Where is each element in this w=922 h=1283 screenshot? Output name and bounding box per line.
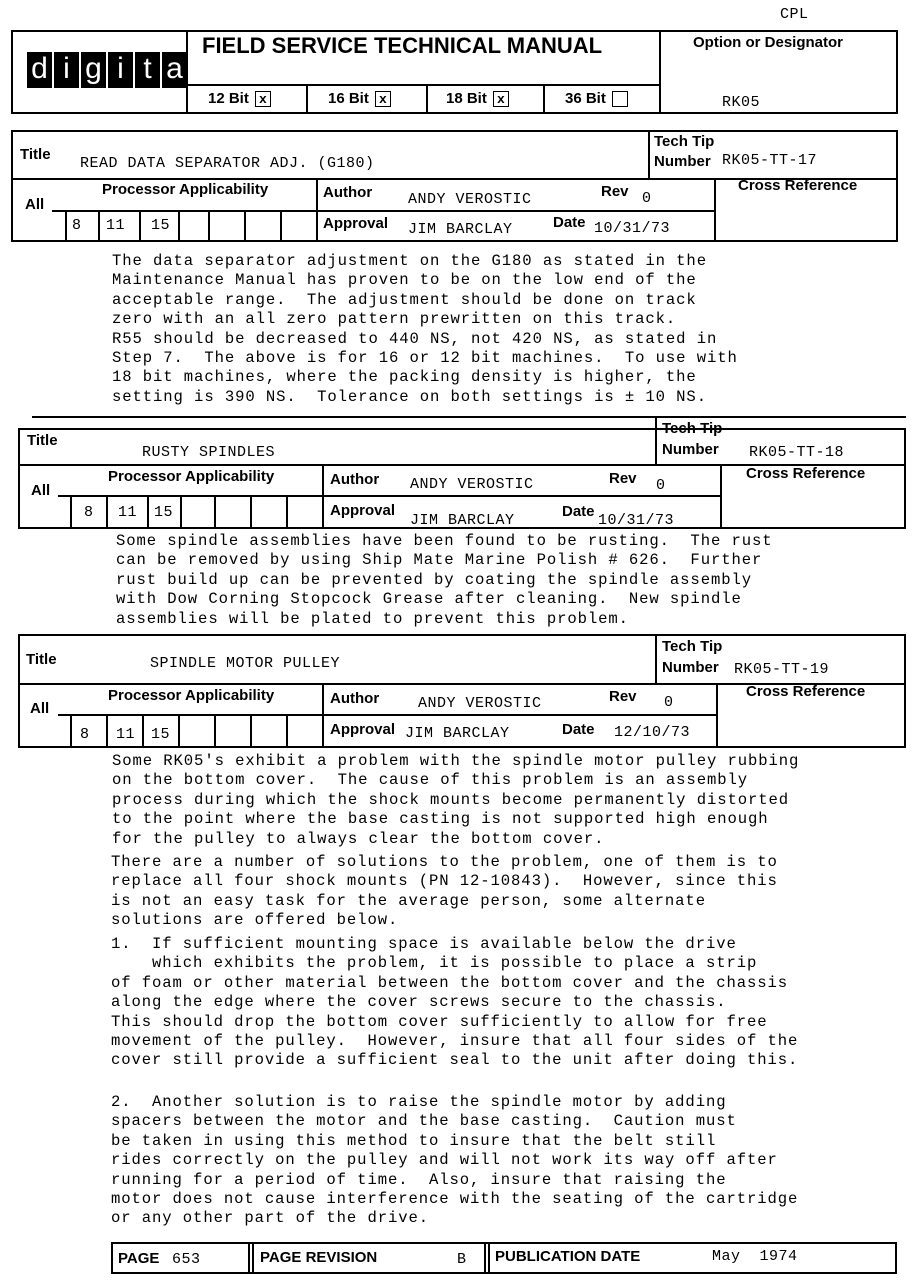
approval-label: Approval — [323, 215, 389, 232]
author-value: ANDY VEROSTIC — [410, 476, 534, 493]
rev-value: 0 — [664, 694, 674, 711]
approval-value: JIM BARCLAY — [410, 512, 515, 529]
cross-reference-label: Cross Reference — [746, 465, 866, 482]
author-label: Author — [330, 690, 380, 707]
tip-title: RUSTY SPINDLES — [142, 444, 276, 461]
all-label: All — [30, 700, 50, 717]
rev-label: Rev — [601, 183, 629, 200]
tip-body: Some spindle assemblies have been found to be rusting. The rust can be removed by using Ship Mate Marine Polish # 626. Further rust build up can be prevented by coating the spindle assembly with Dow Corning Stopcock Grease after cleaning. New spindle assemblies will be plated to prevent this problem. — [116, 532, 773, 628]
approval-value: JIM BARCLAY — [408, 221, 513, 238]
title-label: Title — [20, 146, 51, 163]
tip-body-paragraph: There are a number of solutions to the problem, one of them is to replace all four shock mounts (PN 12-10843). However, since this is not an easy task for the average person, some alternate solutions are offered below. — [111, 853, 778, 930]
bit-36-option — [565, 90, 628, 107]
title-label: Title — [26, 651, 57, 668]
tip-body-paragraph: 2. Another solution is to raise the spindle motor by adding spacers between the motor and the base casting. Caution must be taken in using this method to insure that the belt still rides correctly on the pulley and will not work its way off after running for a period of time. Also, insure that raising the motor does not cause interference with the seating of the cartridge or any other part of the drive. — [111, 1093, 799, 1228]
number-label: Number — [662, 441, 719, 458]
date-value: 10/31/73 — [598, 512, 675, 529]
title-label: Title — [27, 432, 58, 449]
bit-12-option — [208, 90, 271, 107]
tech-tip-label: Tech Tip — [662, 420, 723, 437]
processor-value: 11 — [106, 217, 126, 234]
tech-tip-label: Tech Tip — [662, 638, 723, 655]
bit-checkbox[interactable] — [612, 91, 628, 107]
processor-value: 15 — [154, 504, 174, 521]
option-value: RK05 — [722, 94, 761, 111]
processor-value: 11 — [118, 504, 138, 521]
page-number: 653 — [172, 1251, 201, 1268]
page-revision-value: B — [457, 1251, 467, 1268]
tip-number: RK05-TT-18 — [749, 444, 845, 461]
author-label: Author — [323, 184, 373, 201]
author-value: ANDY VEROSTIC — [408, 191, 532, 208]
rev-label: Rev — [609, 688, 637, 705]
logo-letter: d — [27, 52, 52, 88]
option-label: Option or Designator — [693, 34, 843, 51]
number-label: Number — [654, 153, 711, 170]
tip-title: SPINDLE MOTOR PULLEY — [150, 655, 341, 672]
bit-checkbox[interactable]: x — [255, 91, 271, 107]
all-label: All — [31, 482, 51, 499]
processor-value: 8 — [84, 504, 94, 521]
manual-title: FIELD SERVICE TECHNICAL MANUAL — [202, 33, 603, 58]
processor-applicability-label: Processor Applicability — [108, 687, 275, 704]
rev-value: 0 — [656, 477, 666, 494]
author-value: ANDY VEROSTIC — [418, 695, 542, 712]
tip-body: The data separator adjustment on the G180 as stated in the Maintenance Manual has proven to be on the low end of the acceptable range. The adjustment should be done on track zero with an all zero pattern prewritten on this track. R55 should be decreased to 440 NS, not 420 NS, as stated in Step 7. The above is for 16 or 12 bit machines. To use with 18 bit machines, where the packing density is higher, the setting is 390 NS. Tolerance on both settings is ± 10 NS. — [112, 252, 738, 406]
bit-checkbox[interactable]: x — [493, 91, 509, 107]
logo-letter: g — [81, 52, 106, 88]
bit-label: 12 Bit — [208, 90, 249, 107]
bit-checkbox[interactable]: x — [375, 91, 391, 107]
logo-letter: i — [54, 52, 79, 88]
approval-label: Approval — [330, 721, 396, 738]
corner-code: CPL — [780, 6, 809, 23]
date-value: 10/31/73 — [594, 220, 671, 237]
tip-number: RK05-TT-19 — [734, 661, 830, 678]
rev-label: Rev — [609, 470, 637, 487]
publication-date-value: May 1974 — [712, 1248, 798, 1265]
tip-body-paragraph: Some RK05's exhibit a problem with the spindle motor pulley rubbing on the bottom cover. The cause of this problem is an assembly process during which the shock mounts become permanently distorted to the point where the base casting is not supported high enough for the pulley to always clear the bottom cover. — [112, 752, 800, 848]
processor-value: 8 — [72, 217, 82, 234]
processor-applicability-label: Processor Applicability — [108, 468, 275, 485]
logo-letter: a — [162, 52, 187, 88]
bit-16-option — [328, 90, 391, 107]
cross-reference-label: Cross Reference — [746, 683, 866, 700]
tip-number: RK05-TT-17 — [722, 152, 818, 169]
date-label: Date — [562, 503, 595, 520]
logo-letter: t — [135, 52, 160, 88]
publication-date-label: PUBLICATION DATE — [495, 1248, 641, 1265]
page-label: PAGE — [118, 1250, 160, 1267]
approval-label: Approval — [330, 502, 396, 519]
number-label: Number — [662, 659, 719, 676]
all-label: All — [25, 196, 45, 213]
bit-label: 16 Bit — [328, 90, 369, 107]
processor-value: 15 — [151, 217, 171, 234]
cross-reference-label: Cross Reference — [738, 177, 858, 194]
bit-label: 36 Bit — [565, 90, 606, 107]
processor-value: 8 — [80, 726, 90, 743]
bit-label: 18 Bit — [446, 90, 487, 107]
tip-body-paragraph: 1. If sufficient mounting space is available below the drive which exhibits the problem, it is possible to place a strip of foam or other material between the bottom cover and the chassis along the edge where the cover screws secure to the chassis. This should drop the bottom cover sufficiently to allow for free movement of the pulley. However, insure that all four sides of the cover still provide a sufficient seal to the unit after doing this. — [111, 935, 799, 1070]
page-revision-label: PAGE REVISION — [260, 1249, 378, 1266]
tech-tip-label: Tech Tip — [654, 133, 715, 150]
logo-letter: i — [108, 52, 133, 88]
approval-value: JIM BARCLAY — [405, 725, 510, 742]
date-value: 12/10/73 — [614, 724, 691, 741]
rev-value: 0 — [642, 190, 652, 207]
bit-18-option — [446, 90, 509, 107]
processor-value: 11 — [116, 726, 136, 743]
tip-title: READ DATA SEPARATOR ADJ. (G180) — [80, 155, 375, 172]
author-label: Author — [330, 471, 380, 488]
date-label: Date — [562, 721, 595, 738]
date-label: Date — [553, 214, 586, 231]
processor-value: 15 — [151, 726, 171, 743]
processor-applicability-label: Processor Applicability — [102, 181, 269, 198]
